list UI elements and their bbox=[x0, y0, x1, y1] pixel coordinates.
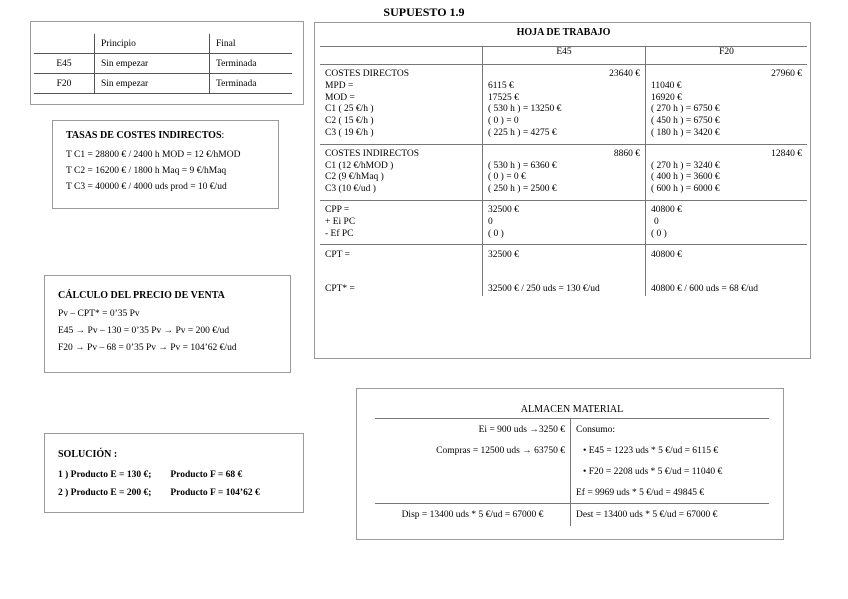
indirect-value-e45: ( 250 h ) = 2500 € bbox=[488, 184, 557, 195]
state-row-end: Terminada bbox=[210, 54, 293, 74]
warehouse-consumo-e45: • E45 = 1223 uds * 5 €/ud = 6115 € bbox=[583, 445, 719, 456]
warehouse-consumo-f20: • F20 = 2208 uds * 5 €/ud = 11040 € bbox=[583, 466, 723, 477]
direct-value-e45: ( 0 ) = 0 bbox=[488, 116, 519, 127]
page-title: SUPUESTO 1.9 bbox=[383, 5, 465, 19]
indirect-label: C2 (9 €/hMaq ) bbox=[325, 172, 384, 183]
cpp-value-f20: ( 0 ) bbox=[651, 228, 667, 239]
warehouse-table bbox=[375, 401, 769, 526]
warehouse-ef: Ef = 9969 uds * 5 €/ud = 49845 € bbox=[576, 487, 705, 498]
cpt-unit-label: CPT* = bbox=[325, 284, 355, 295]
direct-value-e45: 17525 € bbox=[488, 92, 519, 103]
state-row-product: E45 bbox=[34, 54, 95, 74]
solution-line-1: 1 ) Producto E = 130 €; Producto F = 68 € bbox=[58, 470, 243, 480]
state-row-product: F20 bbox=[34, 74, 95, 94]
state-header-final: Final bbox=[210, 34, 293, 54]
cpp-value-f20: 0 bbox=[654, 216, 659, 227]
state-header-empty bbox=[34, 34, 95, 54]
solution-heading: SOLUCIÓN : bbox=[58, 449, 118, 460]
cpt-label: CPT = bbox=[325, 250, 350, 261]
cpp-value-f20: 40800 € bbox=[651, 204, 682, 215]
direct-total-f20: 27960 € bbox=[771, 69, 802, 79]
direct-value-f20: 16920 € bbox=[651, 92, 682, 103]
cpt-section bbox=[320, 245, 807, 296]
product-state-table bbox=[30, 21, 304, 105]
direct-value-f20: ( 270 h ) = 6750 € bbox=[651, 104, 720, 115]
direct-label: COSTES DIRECTOS bbox=[325, 69, 410, 79]
direct-total-e45: 23640 € bbox=[609, 69, 640, 79]
indirect-label: COSTES INDIRECTOS bbox=[325, 148, 420, 159]
warehouse-dest: Dest = 13400 uds * 5 €/ud = 67000 € bbox=[571, 504, 770, 527]
direct-value-f20: ( 450 h ) = 6750 € bbox=[651, 116, 720, 127]
rate-line-c3: T C3 = 40000 € / 4000 uds prod = 10 €/ud bbox=[66, 182, 227, 192]
direct-label: MPD = bbox=[325, 80, 354, 91]
state-row-start: Sin empezar bbox=[95, 54, 210, 74]
state-row-end: Terminada bbox=[210, 74, 293, 94]
cpt-unit-e45: 32500 € / 250 uds = 130 €/ud bbox=[488, 284, 600, 295]
indirect-value-f20: ( 270 h ) = 3240 € bbox=[651, 160, 720, 171]
worksheet-title: HOJA DE TRABAJO bbox=[320, 27, 807, 47]
worksheet-label-col bbox=[320, 47, 483, 65]
rates-heading-colon: : bbox=[221, 130, 225, 141]
indirect-total-f20: 12840 € bbox=[771, 148, 802, 159]
indirect-value-f20: ( 400 h ) = 3600 € bbox=[651, 172, 720, 183]
warehouse-consumo: Consumo: bbox=[576, 424, 616, 435]
direct-label: C2 ( 15 €/h ) bbox=[325, 116, 374, 127]
rate-line-c1: T C1 = 28800 € / 2400 h MOD = 12 €/hMOD bbox=[66, 150, 241, 160]
direct-value-f20: ( 180 h ) = 3420 € bbox=[651, 127, 720, 138]
solution-box bbox=[44, 433, 304, 513]
cpp-value-e45: 0 bbox=[488, 216, 493, 227]
solution-line-2: 2 ) Producto E = 200 €; Producto F = 104’62 € bbox=[58, 488, 260, 498]
direct-value-f20: 11040 € bbox=[651, 80, 682, 91]
rate-line-c2: T C2 = 16200 € / 1800 h Maq = 9 €/hMaq bbox=[66, 166, 227, 176]
cpp-label: + Ei PC bbox=[325, 216, 356, 227]
direct-value-e45: ( 225 h ) = 4275 € bbox=[488, 127, 557, 138]
rates-heading-text: TASAS DE COSTES INDIRECTOS bbox=[66, 130, 222, 141]
price-line-e45: E45 → Pv – 130 = 0’35 Pv → Pv = 200 €/ud bbox=[58, 326, 230, 336]
state-header-principio: Principio bbox=[95, 34, 210, 54]
rates-heading bbox=[66, 130, 278, 141]
warehouse-ei: Ei = 900 uds →3250 € bbox=[375, 419, 571, 441]
warehouse-compras: Compras = 12500 uds → 63750 € bbox=[375, 440, 571, 461]
cpp-label: - Ef PC bbox=[325, 228, 354, 239]
cpp-value-e45: ( 0 ) bbox=[488, 228, 504, 239]
price-line-f20: F20 → Pv – 68 = 0’35 Pv → Pv = 104’62 €/ud bbox=[58, 343, 237, 353]
indirect-value-f20: ( 600 h ) = 6000 € bbox=[651, 184, 720, 195]
state-row-start: Sin empezar bbox=[95, 74, 210, 94]
indirect-rates-box bbox=[52, 120, 279, 209]
indirect-label: C1 (12 €/hMOD ) bbox=[325, 160, 394, 171]
cpp-section bbox=[320, 200, 807, 244]
warehouse-empty-cell bbox=[375, 482, 571, 504]
worksheet-box bbox=[314, 22, 811, 359]
indirect-label: C3 (10 €/ud ) bbox=[325, 184, 376, 195]
sale-price-box bbox=[44, 275, 291, 373]
price-line-formula: Pv – CPT* = 0’35 Pv bbox=[58, 309, 140, 319]
cpt-value-e45: 32500 € bbox=[488, 250, 519, 261]
cpt-value-f20: 40800 € bbox=[651, 250, 682, 261]
cpt-unit-f20: 40800 € / 600 uds = 68 €/ud bbox=[651, 284, 758, 295]
worksheet-col-f20: F20 bbox=[646, 47, 808, 65]
direct-label: C3 ( 19 €/h ) bbox=[325, 127, 374, 138]
indirect-costs-section bbox=[320, 144, 807, 200]
direct-label: MOD = bbox=[325, 92, 355, 103]
indirect-value-e45: ( 0 ) = 0 € bbox=[488, 172, 526, 183]
direct-value-e45: ( 530 h ) = 13250 € bbox=[488, 104, 562, 115]
warehouse-disp: Disp = 13400 uds * 5 €/ud = 67000 € bbox=[375, 504, 571, 527]
direct-value-e45: 6115 € bbox=[488, 80, 514, 91]
worksheet-table bbox=[320, 27, 807, 296]
material-warehouse-box bbox=[356, 388, 784, 540]
warehouse-title: ALMACEN MATERIAL bbox=[375, 401, 769, 419]
indirect-value-e45: ( 530 h ) = 6360 € bbox=[488, 160, 557, 171]
warehouse-empty-cell bbox=[375, 461, 571, 482]
indirect-total-e45: 8860 € bbox=[613, 148, 640, 159]
direct-label: C1 ( 25 €/h ) bbox=[325, 104, 374, 115]
worksheet-col-e45: E45 bbox=[483, 47, 646, 65]
price-heading: CÁLCULO DEL PRECIO DE VENTA bbox=[58, 290, 225, 301]
cpp-value-e45: 32500 € bbox=[488, 204, 519, 215]
cpp-label: CPP = bbox=[325, 204, 350, 215]
direct-costs-section bbox=[320, 65, 807, 145]
